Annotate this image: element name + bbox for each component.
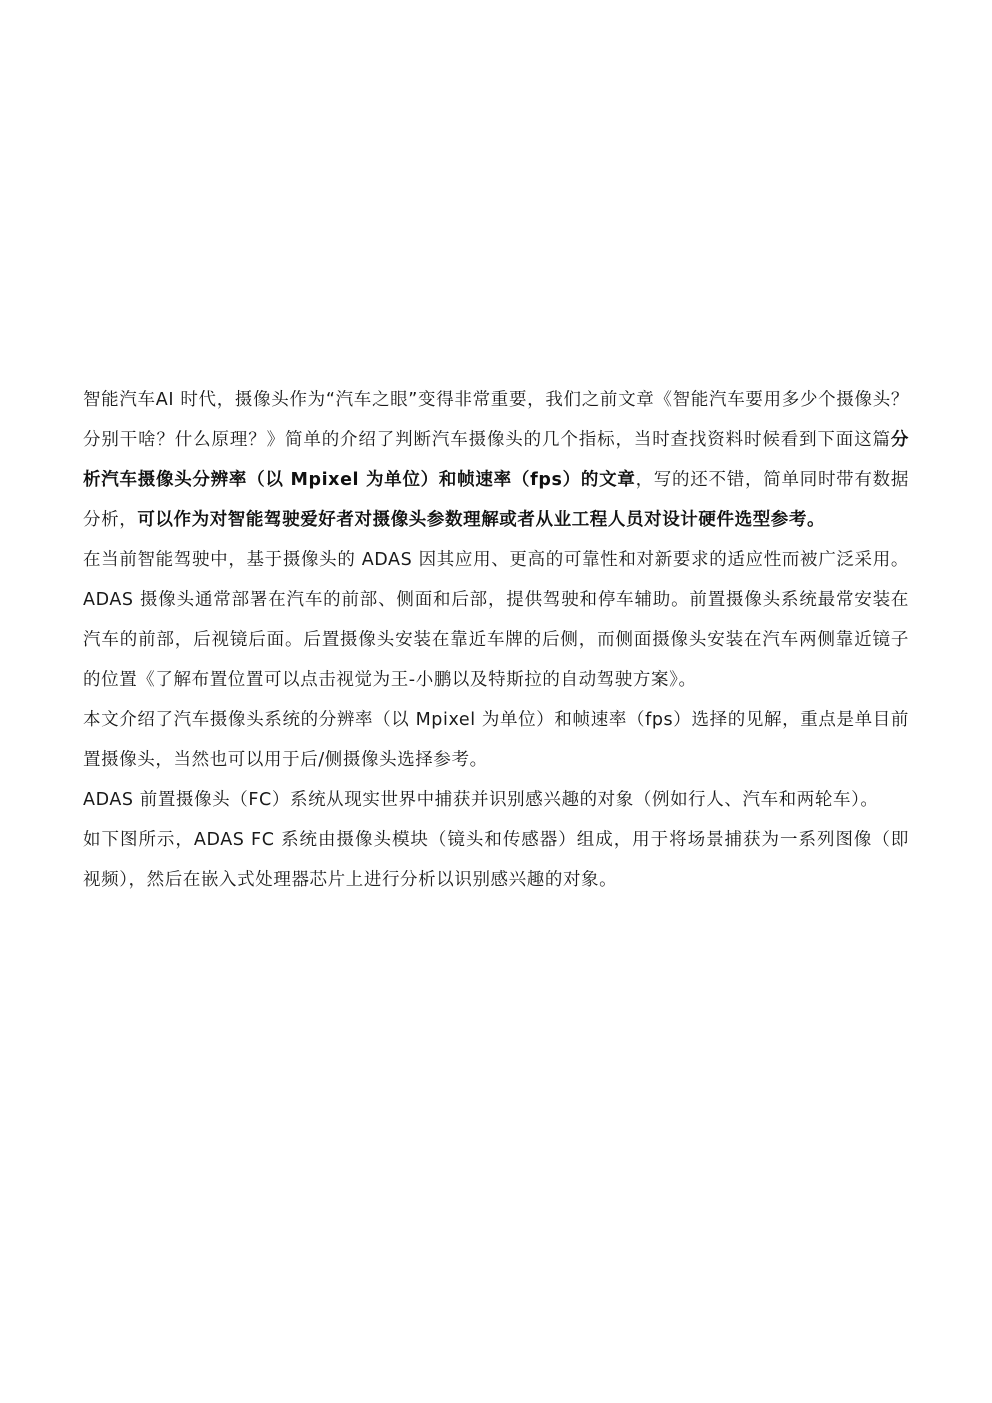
paragraph-fc-composition: 如下图所示，ADAS FC 系统由摄像头模块（镜头和传感器）组成，用于将场景捕获为一系列图像（即视频），然后在嵌入式处理器芯片上进行分析以识别感兴趣的对象。: [83, 830, 909, 890]
intro-bold-conclusion: 可以作为对智能驾驶爱好者对摄像头参数理解或者从业工程人员对设计硬件选型参考。: [137, 510, 826, 530]
paragraph-intro: [83, 380, 909, 540]
article-body: [83, 380, 909, 900]
intro-bold-title: 分析汽车摄像头分辨率（以 Mpixel 为单位）和帧速率（fps）的文章: [83, 430, 909, 490]
paragraph-camera-placement: 在当前智能驾驶中，基于摄像头的 ADAS 因其应用、更高的可靠性和对新要求的适应性而被广泛采用。ADAS 摄像头通常部署在汽车的前部、侧面和后部，提供驾驶和停车辅助。前置摄像头系统最常安装在汽车的前部，后视镜后面。后置摄像头安装在靠近车牌的后侧，而侧面摄像头安装在汽车两侧靠近镜子的位置《了解布置位置可以点击视觉为王-小鹏以及特斯拉的自动驾驶方案》。: [83, 550, 909, 690]
paragraph-article-scope: 本文介绍了汽车摄像头系统的分辨率（以 Mpixel 为单位）和帧速率（fps）选择的见解，重点是单目前置摄像头，当然也可以用于后/侧摄像头选择参考。: [83, 710, 909, 770]
paragraph-fc-system: ADAS 前置摄像头（FC）系统从现实世界中捕获并识别感兴趣的对象（例如行人、汽车和两轮车）。: [83, 790, 879, 810]
intro-text: 智能汽车AI 时代，摄像头作为“汽车之眼”变得非常重要，我们之前文章《智能汽车要用多少个摄像头？分别干啥？什么原理？》简单的介绍了判断汽车摄像头的几个指标，当时查找资料时候看到下面这篇: [83, 390, 909, 450]
intro-middle-text: ，写的还不错，简单同时带有数据分析，: [83, 470, 909, 530]
